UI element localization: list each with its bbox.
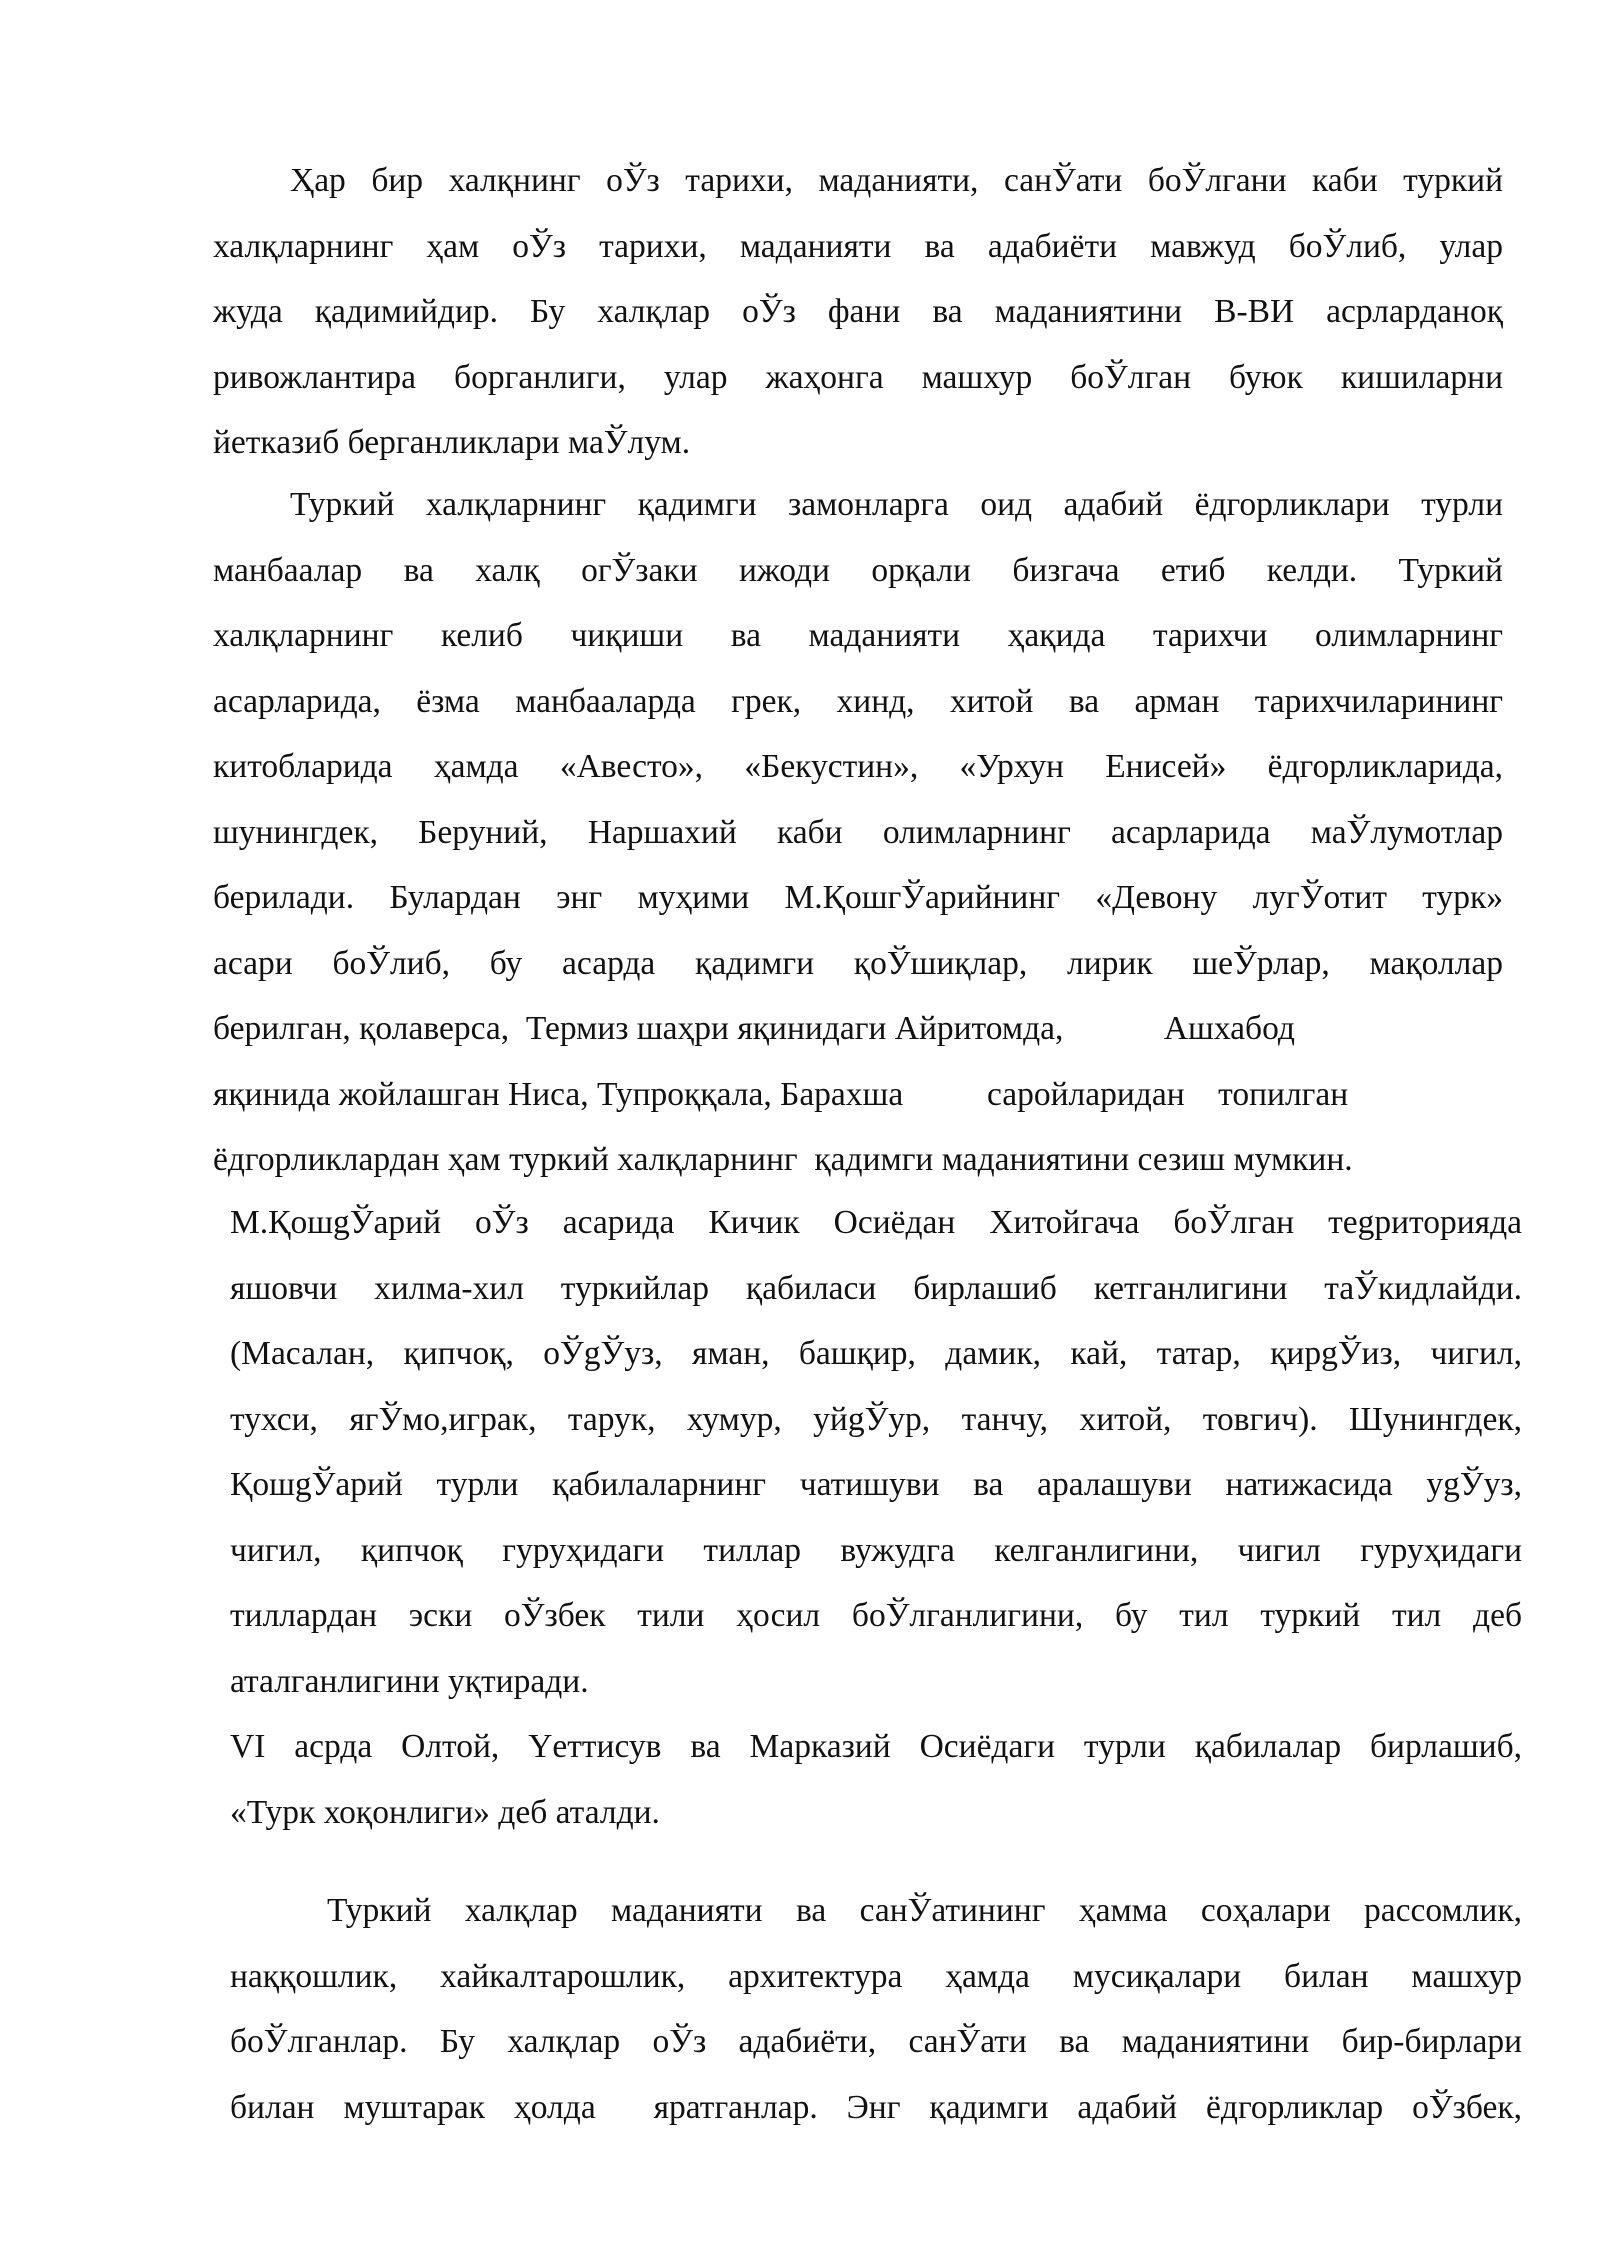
text-line: «Турк хоқонлиги» деб аталди. — [230, 1793, 660, 1831]
text-line: Ҳар бир халқнинг оЎз тарихи, маданияти, санЎати боЎлгани каби туркий — [290, 162, 1503, 199]
text-line: чигил, қипчоқ гуруҳидаги тиллар вужудга келганлигини, чигил гуруҳидаги — [230, 1531, 1522, 1569]
paragraph-3 — [230, 1190, 1522, 1714]
text-line: ривожлантира борганлиги, улар жаҳонга машхур боЎлган буюк кишиларни — [213, 358, 1503, 396]
text-line: тухси, ягЎмо,играк, тарук, хумур, уйgЎур, танчу, хитой, товгич). Шунингдек, — [230, 1400, 1522, 1438]
text-line: Туркий халқлар маданияти ва санЎатининг ҳамма соҳалари рассомлик, — [327, 1892, 1522, 1929]
text-line: берилади. Булардан энг муҳими М.ҚошгЎарийнинг «Девону лугЎотит турк» — [213, 879, 1503, 916]
text-line: асарларида, ёзма манбааларда грек, хинд, хитой ва арман тарихчиларининг — [213, 682, 1503, 720]
text-line: VI асрда Олтой, Yеттисув ва Марказий Осиёдаги турли қабилалар бирлашиб, — [230, 1728, 1522, 1765]
paragraph-4 — [230, 1714, 1522, 1845]
text-line: наққошлик, хайкалтарошлик, архитектура ҳамда мусиқалари билан машхур — [230, 1957, 1522, 1995]
text-line: (Масалан, қипчоқ, оЎgЎуз, яман, башқир, дамик, кай, татар, қирgЎиз, чигил, — [230, 1335, 1522, 1372]
text-line: боЎлганлар. Бу халқлар оЎз адабиёти, санЎати ва маданиятини бир-бирлари — [230, 2023, 1522, 2060]
text-line: тиллардан эски оЎзбек тили ҳосил боЎлганлигини, бу тил туркий тил деб — [230, 1597, 1522, 1634]
text-line: халқларнинг келиб чиқиши ва маданияти ҳақида тарихчи олимларнинг — [213, 617, 1503, 654]
paragraph-2 — [213, 472, 1503, 1193]
text-line: йетказиб берганликлари маЎлум. — [213, 424, 691, 461]
text-line: берилган, қолаверса, Термиз шаҳри яқинидаги Айритомда, Ашхабод — [213, 1010, 1295, 1047]
text-line: асари боЎлиб, бу асарда қадимги қоЎшиқлар, лирик шеЎрлар, мақоллар — [213, 944, 1503, 982]
text-line: М.ҚошgЎарий оЎз асарида Кичик Осиёдан Хитойгача боЎлган теgриторияда — [230, 1204, 1522, 1241]
text-line: ҚошgЎарий турли қабилаларнинг чатишуви ва аралашуви натижасида уgЎуз, — [230, 1466, 1522, 1503]
paragraph-5 — [230, 1878, 1522, 2140]
text-line: шунингдек, Беруний, Наршахий каби олимларнинг асарларида маЎлумотлар — [213, 813, 1503, 851]
text-line: аталганлигини уқтиради. — [230, 1662, 589, 1700]
text-line: яшовчи хилма-хил туркийлар қабиласи бирлашиб кетганлигини таЎкидлайди. — [230, 1269, 1522, 1307]
paragraph-1 — [213, 148, 1503, 476]
text-line: яқинида жойлашган Ниса, Тупроққала, Барахша саройларидан топилган — [213, 1075, 1349, 1113]
text-line: китобларида ҳамда «Авесто», «Бекустин», «Урхун Енисей» ёдгорликларида, — [213, 748, 1503, 785]
text-line: халқларнинг ҳам оЎз тарихи, маданияти ва адабиёти мавжуд боЎлиб, улар — [213, 227, 1503, 265]
text-line: Туркий халқларнинг қадимги замонларга оид адабий ёдгорликлари турли — [290, 486, 1503, 523]
text-line: ёдгорликлардан ҳам туркий халқларнинг қадимги маданиятини сезиш мумкин. — [213, 1141, 1353, 1178]
text-line: манбаалар ва халқ огЎзаки ижоди орқали бизгача етиб келди. Туркий — [213, 551, 1503, 589]
text-line: билан муштарак ҳолда яратганлар. Энг қадимги адабий ёдгорликлар оЎзбек, — [230, 2088, 1522, 2126]
text-line: жуда қадимийдир. Бу халқлар оЎз фани ва маданиятини В-ВИ асрларданоқ — [213, 293, 1503, 330]
